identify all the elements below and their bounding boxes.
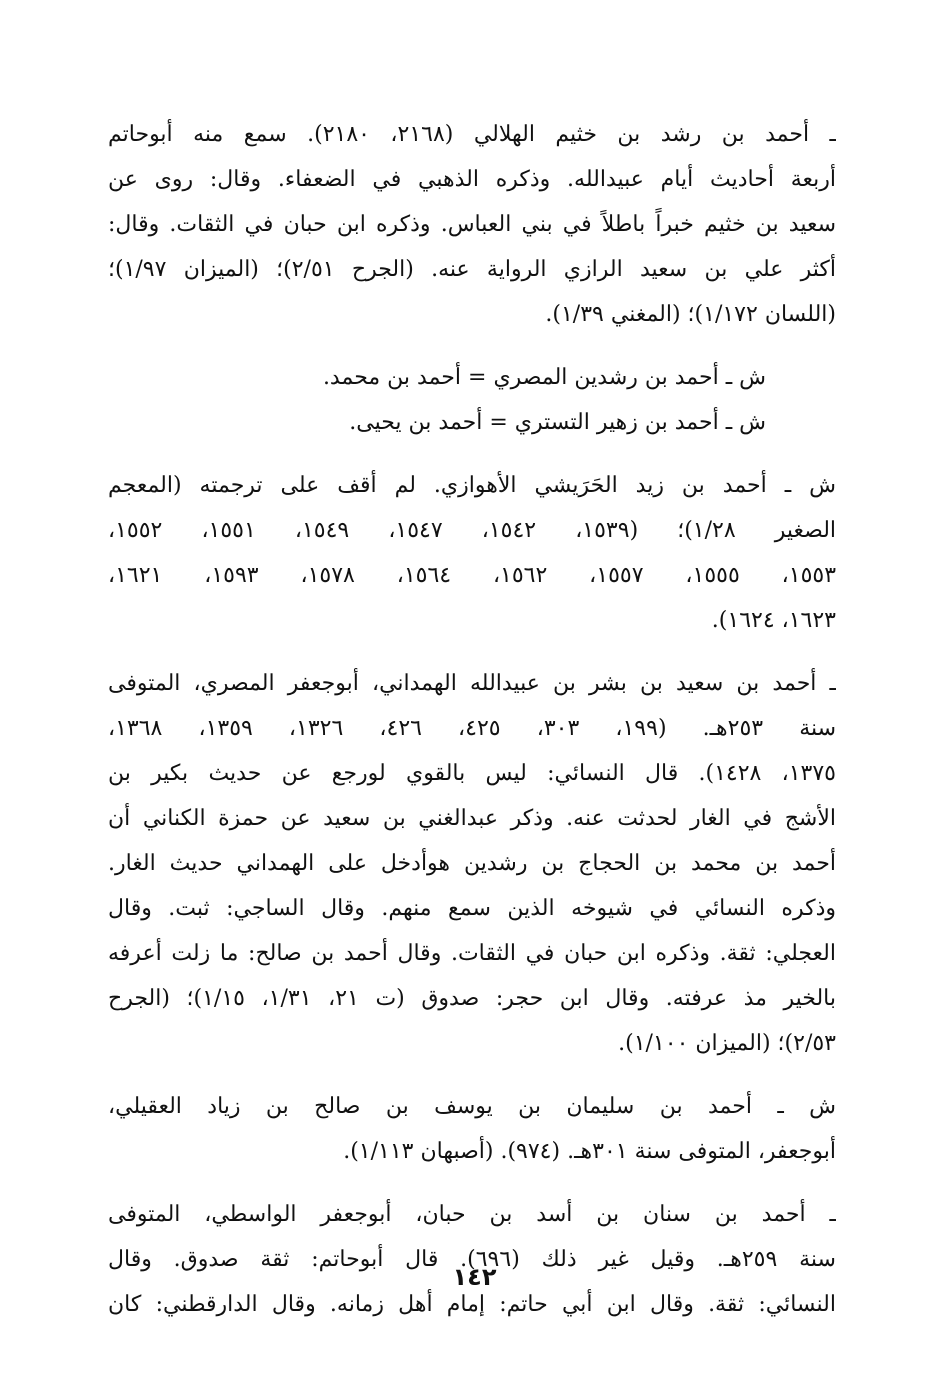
- text-line: ش ـ أحمد بن سليمان بن يوسف بن صالح بن زياد العقيلي،: [108, 1094, 836, 1119]
- text-line: الصغير ١/٢٨)؛ (١٥٣٩، ١٥٤٢، ١٥٤٧، ١٥٤٩، ١٥٥١، ١٥٥٢،: [108, 518, 836, 543]
- text-line: ١٦٢٣، ١٦٢٤).: [711, 608, 836, 633]
- text-line: الأشج في الغار لحدثت عنه. وذكر عبدالغني بن سعيد عن حمزة الكناني أن: [108, 806, 836, 831]
- text-line: سنة ٢٥٩هـ. وقيل غير ذلك (٦٩٦). قال أبوحاتم: ثقة صدوق. وقال: [108, 1247, 836, 1272]
- text-line: أحمد بن محمد بن الحجاج بن رشدين هوأدخل على الهمداني حديث الغار.: [108, 851, 836, 876]
- page-number: ١٤٢: [452, 1263, 497, 1291]
- cross-reference-line: ش ـ أحمد بن رشدين المصري = أحمد بن محمد.: [322, 365, 766, 390]
- text-line: سنة ٢٥٣هـ. (١٩٩، ٣٠٣، ٤٢٥، ٤٢٦، ١٣٢٦، ١٣٥٩، ١٣٦٨،: [108, 716, 836, 741]
- entry-ahmad-ibn-zayd: [108, 463, 836, 643]
- text-line: بالخير مذ عرفته. وقال ابن حجر: صدوق (ت ٢١، ١/٣١، ١/١٥)؛ (الجرح: [108, 986, 836, 1011]
- entry-ahmad-ibn-said: [108, 661, 836, 1066]
- text-line: ـ أحمد بن رشد بن خثيم الهلالي (٢١٦٨، ٢١٨٠). سمع منه أبوحاتم: [108, 122, 836, 147]
- text-line: أبوجعفر، المتوفى سنة ٣٠١هـ. (٩٧٤). (أصبهان ١/١١٣).: [343, 1139, 836, 1164]
- text-line: العجلي: ثقة. وذكره ابن حبان في الثقات. وقال أحمد بن صالح: ما زلت أعرفه: [108, 941, 836, 966]
- text-line: ـ أحمد بن سنان بن أسد بن حبان، أبوجعفر الواسطي، المتوفى: [108, 1202, 836, 1227]
- entry-ahmad-ibn-sinan: [108, 1192, 836, 1327]
- text-line: أربعة أحاديث أيام عبيدالله. وذكره الذهبي في الضعفاء. وقال: روى عن: [108, 167, 836, 192]
- text-line: ٢/٥٣)؛ (الميزان ١/١٠٠).: [618, 1031, 836, 1056]
- text-line: النسائي: ثقة. وقال ابن أبي حاتم: إمام أهل زمانه. وقال الدارقطني: كان: [108, 1292, 836, 1317]
- entry-ahmad-ibn-rushd: [108, 112, 836, 337]
- text-line: ـ أحمد بن سعيد بن بشر بن عبيدالله الهمداني، أبوجعفر المصري، المتوفى: [108, 671, 836, 696]
- text-line: ١٥٥٣، ١٥٥٥، ١٥٥٧، ١٥٦٢، ١٥٦٤، ١٥٧٨، ١٥٩٣، ١٦٢١،: [108, 563, 836, 588]
- text-line: ١٣٧٥، ١٤٢٨). قال النسائي: ليس بالقوي لورجع عن حديث بكير بن: [108, 761, 836, 786]
- text-line: سعيد بن خثيم خبراً باطلاً في بني العباس. وذكره ابن حبان في الثقات. وقال:: [108, 212, 836, 237]
- text-line: وذكره النسائي في شيوخه الذين سمع منهم. وقال الساجي: ثبت. وقال: [108, 896, 836, 921]
- text-line: (اللسان ١/١٧٢)؛ (المغني ١/٣٩).: [545, 302, 836, 327]
- page-body: [108, 112, 836, 1345]
- text-line: ش ـ أحمد بن زيد الحَرَيشي الأهوازي. لم أقف على ترجمته (المعجم: [108, 473, 836, 498]
- entry-cross-references: [108, 355, 836, 445]
- entry-ahmad-ibn-sulayman: [108, 1084, 836, 1174]
- cross-reference-line: ش ـ أحمد بن زهير التستري = أحمد بن يحيى.: [349, 410, 766, 435]
- text-line: أكثر علي بن سعيد الرازي الرواية عنه. (الجرح ٢/٥١)؛ (الميزان ١/٩٧)؛: [108, 257, 836, 282]
